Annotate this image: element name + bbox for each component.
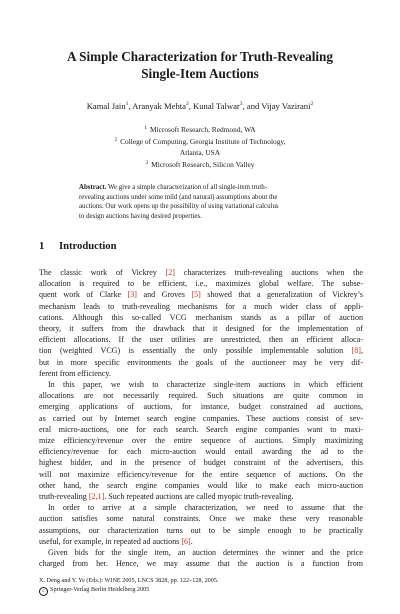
title-line-1: A Simple Characterization for Truth-Revealing (67, 49, 333, 64)
section-number: 1 (39, 241, 45, 252)
body-text-line: other hand, the search engine companies would like to make each micro-auction (39, 480, 363, 490)
body-text-line: useful, for example, in repeated ad auctions [6]. (39, 536, 193, 546)
body-text-line: Given bids for the single item, an auction determines the winner and the price (48, 548, 363, 557)
body-text-line: emerging applications of auctions, for instance, budget constrained ad auctions, (39, 402, 363, 412)
citation-link[interactable]: [6] (181, 536, 191, 546)
author-name: Kunal Talwar (193, 101, 240, 111)
body-text-line: eral micro-auctions, one for each search. Search engine companies want to maxi- (39, 424, 363, 434)
body-text-line: quent work of Clarke [3] and Groves [5] showed that a generalization of Vickrey’s (39, 290, 363, 300)
body-text-line: In this paper, we wish to characterize single-item auctions in which efficient (48, 380, 363, 389)
affiliation-number: 3 (145, 159, 149, 166)
body-text-line: The classic work of Vickrey [2] characterizes truth-revealing auctions when the (39, 268, 363, 277)
body-text-line: auction satisfies some natural constraints. Once we make these very reasonable (39, 514, 363, 524)
body-text-line: tion (weighted VCG) is essentially the only possible implementable solution [8], (39, 346, 363, 356)
body-text-line: efficient allocations. If the user utilities are unrestricted, then an efficient alloca- (39, 335, 363, 345)
affiliation-number: 1 (144, 125, 147, 131)
footer-citation: X. Deng and Y. Ye (Eds.): WINE 2005, LNCS 3828, pp. 122–128, 2005. (39, 577, 219, 584)
affiliation-line (0, 123, 400, 135)
author-separator: , (128, 101, 133, 111)
author-name: Vijay Vazirani (261, 101, 311, 111)
copyright-icon: c (39, 587, 48, 596)
abstract-text: revealing auctions under some mild (and natural) assumptions about the (79, 193, 278, 201)
citation-link[interactable]: [2] (165, 268, 175, 277)
body-text-line: mechanism leads to truth-revealing mechanisms for a much wider class of appli- (39, 301, 363, 311)
author-affil-mark: 1 (125, 101, 129, 108)
body-text-line: theory, it suffers from the drawback that it designed for the implementation of (39, 324, 363, 333)
body-text-line: allocations are not necessarily required. Such situations are quite common in (39, 391, 363, 401)
body-text-line: allocation is required to be efficient, i.e., maximizes global welfare. The subse- (39, 279, 363, 289)
title-line-2: Single-Item Auctions (141, 65, 259, 81)
body-text-line: as carried out by Internet search engine companies. These auctions consist of sev- (39, 413, 363, 423)
citation-link[interactable]: [3] (127, 290, 137, 300)
abstract-text: We give a simple characterization of all single-item truth- (106, 184, 267, 191)
section-title: Introduction (59, 241, 117, 252)
citation-link[interactable]: [2,1] (88, 492, 105, 501)
body-text-line: highest bidder, and in the presence of budget constraint of the advertisers, this (39, 458, 363, 468)
author-name: Kamal Jain (86, 101, 126, 111)
body-text-line: charged from her. Hence, we may assume that the auction is a function from (39, 559, 363, 569)
body-text-line: truth-revealing [2,1]. Such repeated auctions are called myopic truth-revealing. (39, 492, 294, 501)
author-separator: , and (242, 101, 262, 111)
footer-copyright (39, 586, 219, 596)
paper-title (0, 49, 400, 82)
affiliation-text: College of Computing, Georgia Institute of Technology, (120, 137, 286, 147)
author-list (0, 101, 400, 112)
author-separator: , (188, 101, 194, 111)
affiliation-text: Microsoft Research, Redmond, WA (150, 125, 256, 134)
body-text-line: but in more specific environments the goals of the auctioneer may be very dif- (39, 357, 363, 367)
affiliation-text: Microsoft Research, Silicon Valley (151, 159, 255, 169)
affiliation-line (0, 148, 400, 158)
section-heading (39, 240, 117, 253)
affiliation-text: Atlanta, USA (179, 147, 221, 157)
author-affil-mark: 3 (239, 101, 243, 108)
body-text-line: In order to arrive at a simple characterization, we need to assume that the (48, 503, 363, 513)
affiliation-line (0, 158, 400, 170)
affiliation-number: 2 (114, 137, 118, 144)
abstract-text: to design auctions having desired properties. (79, 212, 202, 220)
affiliation-line (0, 135, 400, 147)
body-text-line: ferent from efficiency. (39, 368, 111, 378)
affiliations (0, 123, 400, 170)
citation-link[interactable]: [8] (351, 346, 361, 356)
author-name: Aranyak Mehta (132, 101, 186, 111)
body-text-line: efficiency/revenue for each micro-auction would entail awarding the ad to the (39, 447, 363, 457)
abstract (79, 183, 322, 221)
body-text-line: cations. Although this so-called VCG mechanism stands as a pillar of auction (39, 312, 363, 322)
author-affil-mark: 2 (310, 101, 314, 108)
body-text-line: will not maximize efficiency/revenue for the entire sequence of auctions. On the (39, 469, 363, 479)
page-footer (39, 577, 219, 596)
citation-link[interactable]: [5] (191, 290, 201, 300)
body-text-line: mize efficiency/revenue over the entire sequence of auctions. Simply maximizing (39, 436, 363, 445)
footer-publisher: Springer-Verlag Berlin Heidelberg 2005 (50, 585, 150, 593)
abstract-text: auctions. Our work opens up the possibility of using variational calculus (79, 203, 279, 211)
body-text-line: assumptions, our characterization turns out to be simple enough to be practically (39, 525, 363, 535)
author-affil-mark: 2 (185, 101, 189, 108)
abstract-label: Abstract. (79, 184, 107, 191)
